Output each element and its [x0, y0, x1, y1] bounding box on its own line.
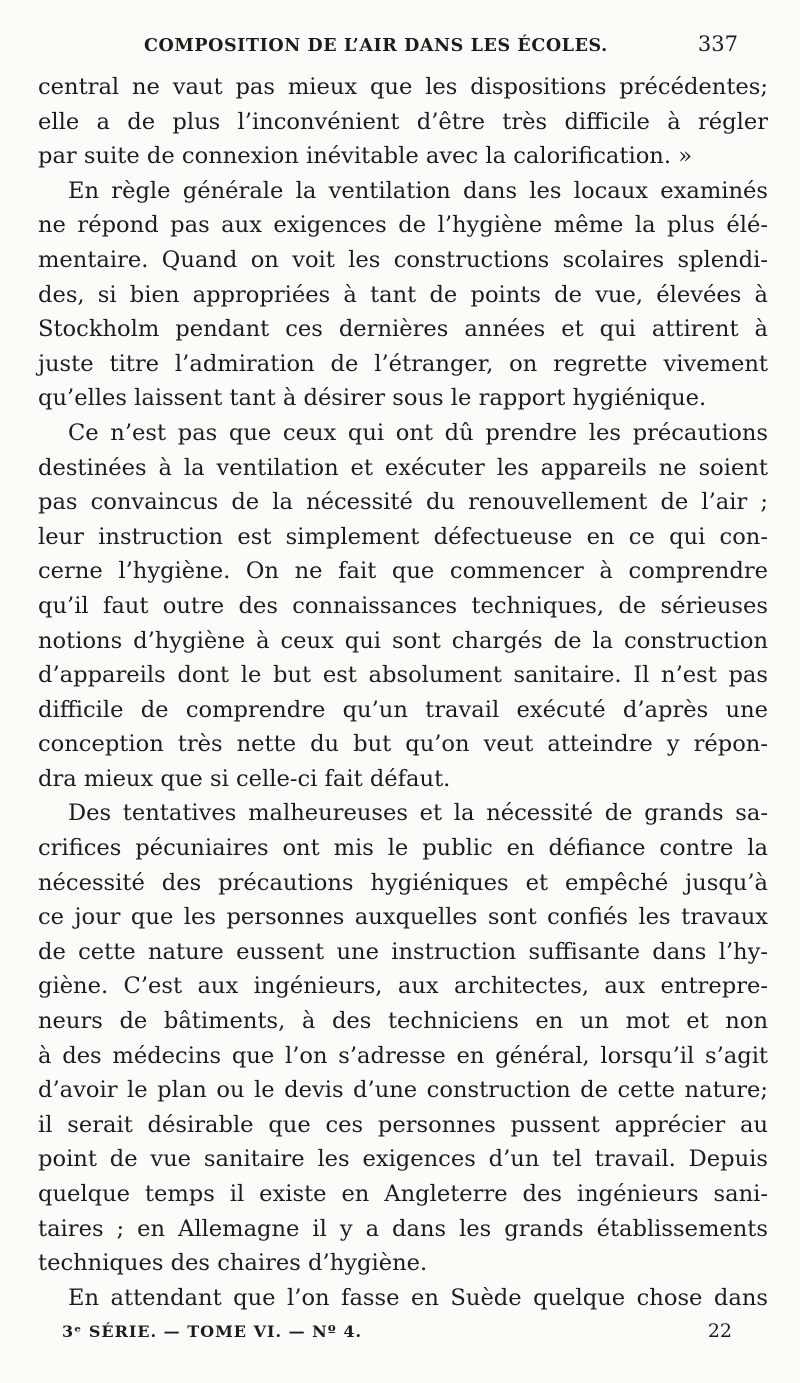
text-line: notions d’hygiène à ceux qui sont chargés de la construction: [38, 627, 768, 654]
text-line: il serait désirable que ces personnes pussent apprécier au: [38, 1111, 768, 1138]
signature-number: 22: [707, 1320, 732, 1342]
text-line: qu’elles laissent tant à désirer sous le rapport hygiénique.: [38, 385, 707, 412]
text-line: nécessité des précautions hygiéniques et empêché jusqu’à: [38, 869, 768, 896]
text-line: Stockholm pendant ces dernières années et qui attirent à: [38, 316, 768, 343]
text-line: Ce n’est pas que ceux qui ont dû prendre les précautions: [68, 419, 768, 446]
paragraph: [38, 1281, 768, 1316]
text-line: En règle générale la ventilation dans les locaux examinés: [68, 177, 768, 204]
text-line: des, si bien appropriées à tant de points de vue, élevées à: [38, 281, 768, 308]
page-number: 337: [697, 32, 738, 56]
text-line: point de vue sanitaire les exigences d’un tel travail. Depuis: [38, 1146, 768, 1173]
page-header: [52, 30, 742, 64]
text-line: techniques des chaires d’hygiène.: [38, 1250, 428, 1277]
text-line: giène. C’est aux ingénieurs, aux architectes, aux entrepre-: [38, 973, 768, 1000]
text-line: leur instruction est simplement défectueuse en ce qui con-: [38, 523, 768, 550]
text-line: Des tentatives malheureuses et la nécessité de grands sa-: [68, 800, 768, 827]
text-line: dra mieux que si celle-ci fait défaut.: [38, 765, 451, 792]
running-title: COMPOSITION DE L’AIR DANS LES ÉCOLES.: [144, 36, 608, 56]
text-line: quelque temps il existe en Angleterre des ingénieurs sani-: [38, 1181, 768, 1207]
text-line: à des médecins que l’on s’adresse en général, lorsqu’il s’agit: [38, 1042, 768, 1069]
text-line: taires ; en Allemagne il y a dans les grands établissements: [38, 1215, 768, 1242]
text-line: ce jour que les personnes auxquelles sont confiés les travaux: [38, 904, 768, 931]
text-line: central ne vaut pas mieux que les dispositions précédentes;: [38, 74, 768, 100]
text-line: En attendant que l’on fasse en Suède quelque chose dans: [68, 1284, 768, 1311]
text-line: de cette nature eussent une instruction suffisante dans l’hy-: [38, 938, 768, 965]
paragraph: [38, 174, 768, 416]
page-footer: [62, 1320, 732, 1352]
text-line: ne répond pas aux exigences de l’hygiène même la plus élé-: [38, 212, 768, 239]
paragraph: [38, 70, 768, 174]
text-line: mentaire. Quand on voit les constructions scolaires splendi-: [38, 246, 768, 273]
text-line: d’appareils dont le but est absolument sanitaire. Il n’est pas: [38, 662, 768, 689]
body-text: [38, 70, 768, 1315]
text-line: par suite de connexion inévitable avec la calorification. »: [38, 143, 693, 170]
text-line: cerne l’hygiène. On ne fait que commencer à comprendre: [38, 558, 768, 585]
text-line: juste titre l’admiration de l’étranger, on regrette vivement: [38, 350, 768, 377]
paragraph: [38, 416, 768, 797]
text-line: d’avoir le plan ou le devis d’une construction de cette nature;: [38, 1077, 768, 1104]
paragraph: [38, 796, 768, 1280]
text-line: neurs de bâtiments, à des techniciens en un mot et non: [38, 1008, 768, 1035]
text-line: destinées à la ventilation et exécuter les appareils ne soient: [38, 454, 768, 481]
text-line: crifices pécuniaires ont mis le public en défiance contre la: [38, 835, 768, 862]
text-line: qu’il faut outre des connaissances techniques, de sérieuses: [38, 592, 768, 619]
text-line: pas convaincus de la nécessité du renouvellement de l’air ;: [38, 489, 768, 516]
text-line: difficile de comprendre qu’un travail exécuté d’après une: [38, 696, 768, 723]
text-line: conception très nette du but qu’on veut atteindre y répon-: [38, 731, 768, 758]
text-line: elle a de plus l’inconvénient d’être très difficile à régler: [38, 108, 768, 135]
printer-signature: 3ᵉ SÉRIE. — TOME VI. — Nº 4.: [62, 1322, 363, 1341]
